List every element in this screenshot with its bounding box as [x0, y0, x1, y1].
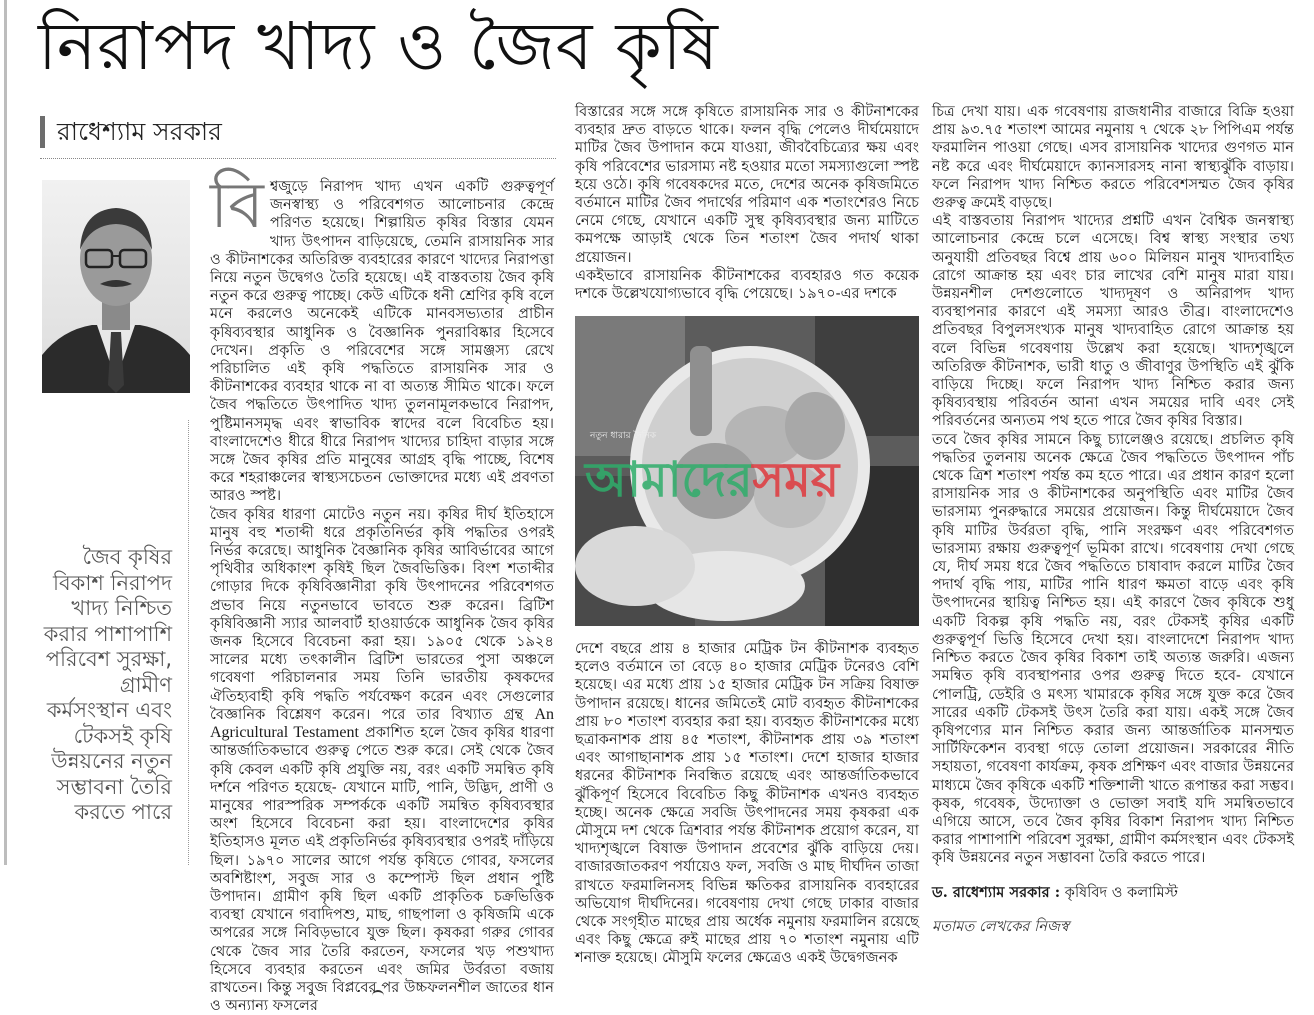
disclaimer: মতামত লেখকের নিজস্ব	[932, 917, 1069, 935]
page-edge-rule	[4, 0, 7, 865]
author-byline	[932, 884, 1294, 902]
article-column-2-top	[575, 103, 919, 303]
article-paragraph	[210, 169, 554, 506]
book-title: An Agricultural Testament	[210, 705, 554, 742]
pull-quote: জৈব কৃষির বিকাশ নিরাপদ খাদ্য নিশ্চিত করার পাশাপাশি পরিবেশ সুরক্ষা, গ্রামীণ কর্মসংস্থান এবং টেকসই কৃষি উন্নয়নের নতুন সম্ভাবনা তৈরি করতে পারে	[43, 545, 172, 824]
drop-cap: বি	[210, 169, 264, 243]
article-paragraph: চিত্র দেখা যায়। এক গবেষণায় রাজধানীর বাজারে বিক্রি হওয়া প্রায় ৯৩.৭৫ শতাংশ আমের নমুনায় ৭ থেকে ২৮ পিপিএম পর্যন্ত ফরমালিন পাওয়া গেছে। এসব রাসায়নিক খাদ্যের গুণগত মান নষ্ট করে এবং দীর্ঘমেয়াদে ক্যানসারসহ নানা স্বাস্থ্যঝুঁকি বাড়ায়। ফলে নিরাপদ খাদ্য নিশ্চিত করতে পরিবেশসম্মত জৈব কৃষির গুরুত্ব ক্রমেই বাড়ছে।	[932, 103, 1294, 212]
paragraph-text: শ্বজুড়ে নিরাপদ খাদ্য এখন একটি গুরুত্বপূর্ণ জনস্বাস্থ্য ও পরিবেশগত আলোচনার কেন্দ্রে পরিণত হয়েছে। শিল্পায়িত কৃষির বিস্তার যেমন খাদ্য উৎপাদন বাড়িয়েছে, তেমনি রাসায়নিক সার ও কীটনাশকের অতিরিক্ত ব্যবহারের কারণে খাদ্যের নিরাপত্তা নিয়ে নতুন উদ্বেগও তৈরি হয়েছে। এই বাস্তবতায় জৈব কৃষি নতুন করে গুরুত্ব পাচ্ছে। কেউ এটিকে ধনী শ্রেণির কৃষি বলে মনে করলেও অনেকেই এটিকে মানবসভ্যতার প্রাচীন কৃষিব্যবস্থার আধুনিক ও বৈজ্ঞানিক পুনরাবিষ্কার হিসেবে দেখেন। প্রকৃতি ও পরিবেশের সঙ্গে সামঞ্জস্য রেখে পরিচালিত এই কৃষি পদ্ধতিতে রাসায়নিক সার ও কীটনাশকের ব্যবহার থাকে না বা অত্যন্ত সীমিত থাকে। ফলে জৈব পদ্ধতিতে উৎপাদিত খাদ্য তুলনামূলকভাবে নিরাপদ, পুষ্টিমানসমৃদ্ধ এবং স্বাভাবিক স্বাদের বলে বিবেচিত হয়। বাংলাদেশেও ধীরে ধীরে নিরাপদ খাদ্যের চাহিদা বাড়ার সঙ্গে সঙ্গে জৈব কৃষির প্রতি মানুষের আগ্রহ বৃদ্ধি পাচ্ছে, বিশেষ করে শহরাঞ্চলের স্বাস্থ্যসচেতন ভোক্তাদের মধ্যে এই প্রবণতা আরও স্পষ্ট।	[210, 178, 554, 505]
paragraph-text: জৈব কৃষির ধারণা মোটেও নতুন নয়। কৃষির দীর্ঘ ইতিহাসে মানুষ বহু শতাব্দী ধরে প্রকৃতিনির্ভর কৃষি পদ্ধতির ওপরই নির্ভর করেছে। আধুনিক বৈজ্ঞানিক কৃষির আবির্ভাবের আগে পৃথিবীর অধিকাংশ কৃষিই ছিল জৈবভিত্তিক। বিংশ শতাব্দীর গোড়ার দিকে কৃষিবিজ্ঞানীরা কৃষি উৎপাদনের পরিবেশগত প্রভাব নিয়ে নতুনভাবে ভাবতে শুরু করেন। ব্রিটিশ কৃষিবিজ্ঞানী স্যার আলবার্ট হাওয়ার্ডকে আধুনিক জৈব কৃষির জনক হিসেবে বিবেচনা করা হয়। ১৯০৫ থেকে ১৯২৪ সালের মধ্যে তৎকালীন ব্রিটিশ ভারতের পুসা অঞ্চলে গবেষণা পরিচালনার সময় তিনি ভারতীয় কৃষকদের ঐতিহ্যবাহী কৃষি পদ্ধতি পর্যবেক্ষণ করেন এবং সেগুলোর বৈজ্ঞানিক বিশ্লেষণ করেন। পরে তার বিখ্যাত গ্রন্থ	[210, 505, 554, 723]
divider	[40, 158, 556, 159]
article-column-1	[210, 169, 555, 1015]
watermark-logo-part2: সময়	[752, 452, 840, 508]
column-divider	[188, 420, 189, 865]
article-paragraph: বিস্তারের সঙ্গে সঙ্গে কৃষিতে রাসায়নিক সার ও কীটনাশকের ব্যবহার দ্রুত বাড়তে থাকে। ফলন বৃদ্ধি পেলেও দীর্ঘমেয়াদে মাটির জৈব উপাদান কমে যাওয়া, জীববৈচিত্র্যের ক্ষয় এবং কৃষি পরিবেশের ভারসাম্য নষ্ট হওয়ার মতো সমস্যাগুলো স্পষ্ট হয়ে ওঠে। কৃষি গবেষকদের মতে, দেশের অনেক কৃষিজমিতে বর্তমানে মাটির জৈব পদার্থের পরিমাণ এক শতাংশেরও নিচে নেমে গেছে, যেখানে একটি সুস্থ কৃষিব্যবস্থার জন্য মাটিতে কমপক্ষে আড়াই থেকে তিন শতাংশ জৈব পদার্থ থাকা প্রয়োজন।	[575, 103, 919, 266]
watermark-logo	[585, 450, 915, 510]
headline: নিরাপদ খাদ্য ও জৈব কৃষি	[38, 8, 719, 85]
article-paragraph: দেশে বছরে প্রায় ৪ হাজার মেট্রিক টন কীটনাশক ব্যবহৃত হলেও বর্তমানে তা বেড়ে ৪০ হাজার মেট্রিক টনেরও বেশি হয়েছে। এর মধ্যে প্রায় ১৫ হাজার মেট্রিক টন সক্রিয় বিষাক্ত উপাদান রয়েছে। ধানের জমিতেই মোট ব্যবহৃত কীটনাশকের প্রায় ৮০ শতাংশ ব্যবহার করা হয়। ব্যবহৃত কীটনাশকের মধ্যে ছত্রাকনাশক প্রায় ৪৫ শতাংশ, কীটনাশক প্রায় ৩৯ শতাংশ এবং আগাছানাশক প্রায় ১৫ শতাংশ। দেশে হাজার হাজার ধরনের কীটনাশক নিবন্ধিত রয়েছে এবং আন্তর্জাতিকভাবে ঝুঁকিপূর্ণ হিসেবে বিবেচিত কিছু কীটনাশক এখনও ব্যবহৃত হচ্ছে। অনেক ক্ষেত্রে সবজি উৎপাদনের সময় কৃষকরা এক মৌসুমে দশ থেকে ত্রিশবার পর্যন্ত কীটনাশক প্রয়োগ করেন, যা খাদ্যশৃঙ্খলে বিষাক্ত উপাদান প্রবেশের ঝুঁকি বাড়িয়ে দেয়। বাজারজাতকরণ পর্যায়েও ফল, সবজি ও মাছ দীর্ঘদিন তাজা রাখতে ফরমালিনসহ বিভিন্ন ক্ষতিকর রাসায়নিক ব্যবহারের অভিযোগ দীর্ঘদিনের। গবেষণায় দেখা গেছে ঢাকার বাজার থেকে সংগৃহীত মাছের প্রায় অর্ধেক নমুনায় ফরমালিন রয়েছে এবং কিছু ক্ষেত্রে রুই মাছের প্রায় ৭০ শতাংশ নমুনায় এটি শনাক্ত হয়েছে। মৌসুমি ফলের ক্ষেত্রেও একই উদ্বেগজনক	[575, 640, 919, 967]
article-paragraph	[210, 506, 554, 1015]
byline-name: ড. রাধেশ্যাম সরকার :	[932, 883, 1061, 901]
article-column-2-bottom	[575, 640, 919, 968]
author-name: রাধেশ্যাম সরকার	[40, 116, 222, 148]
article-paragraph: এই বাস্তবতায় নিরাপদ খাদ্যের প্রশ্নটি এখন বৈশ্বিক জনস্বাস্থ্য আলোচনার কেন্দ্রে চলে এসেছে। বিশ্ব স্বাস্থ্য সংস্থার তথ্য অনুযায়ী প্রতিবছর বিশ্বে প্রায় ৬০০ মিলিয়ন মানুষ খাদ্যবাহিত রোগে আক্রান্ত হয় এবং চার লাখের বেশি মানুষ মারা যায়। উন্নয়নশীল দেশগুলোতে খাদ্যদূষণ ও অনিরাপদ খাদ্য ব্যবস্থাপনার কারণে এই সমস্যা আরও তীব্র। বাংলাদেশেও প্রতিবছর বিপুলসংখ্যক মানুষ খাদ্যবাহিত রোগে আক্রান্ত হয় বলে বিভিন্ন গবেষণায় উল্লেখ করা হয়েছে। খাদ্যশৃঙ্খলে অতিরিক্ত কীটনাশক, ভারী ধাতু ও জীবাণুর উপস্থিতি এই ঝুঁকি বাড়িয়ে দিচ্ছে। ফলে নিরাপদ খাদ্য নিশ্চিত করার জন্য কৃষিব্যবস্থায় পরিবর্তন আনা এখন সময়ের দাবি এবং সেই পরিবর্তনের অন্যতম পথ হতে পারে জৈব কৃষির বিস্তার।	[932, 212, 1294, 430]
article-paragraph: একইভাবে রাসায়নিক কীটনাশকের ব্যবহারও গত কয়েক দশকে উল্লেখযোগ্যভাবে বৃদ্ধি পেয়েছে। ১৯৭০-এর দশকে	[575, 266, 919, 303]
watermark-logo-part1: আমাদের	[585, 452, 753, 508]
paragraph-text: প্রকাশিত হলে জৈব কৃষির ধারণা আন্তর্জাতিকভাবে গুরুত্ব পেতে শুরু করে। সেই থেকে জৈব কৃষি কেবল একটি কৃষি প্রযুক্তি নয়, বরং একটি সমন্বিত কৃষি দর্শনে পরিণত হয়েছে- যেখানে মাটি, পানি, উদ্ভিদ, প্রাণী ও মানুষের পারস্পরিক সম্পর্ককে একটি সমন্বিত কৃষিব্যবস্থার অংশ হিসেবে বিবেচনা করা হয়। বাংলাদেশের কৃষির ইতিহাসও মূলত এই প্রকৃতিনির্ভর কৃষিব্যবস্থার ওপরই দাঁড়িয়ে ছিল। ১৯৭০ সালের আগে পর্যন্ত কৃষিতে গোবর, ফসলের অবশিষ্টাংশ, সবুজ সার ও কম্পোস্ট ছিল প্রধান পুষ্টি উপাদান। গ্রামীণ কৃষি ছিল একটি প্রাকৃতিক চক্রভিত্তিক ব্যবস্থা যেখানে গবাদিপশু, মাছ, গাছপালা ও কৃষিজমি একে অপরের সঙ্গে নিবিড়ভাবে যুক্ত ছিল। কৃষকরা গরুর গোবর থেকে জৈব সার তৈরি করতেন, ফসলের খড় পশুখাদ্য হিসেবে ব্যবহার করতেন এবং জমির উর্বরতা বজায় রাখতেন। কিন্তু সবুজ বিপ্লবের পর উচ্চফলনশীল জাতের ধান ও অন্যান্য ফসলের	[210, 724, 555, 1015]
author-portrait-image	[42, 180, 190, 393]
author-photo	[42, 180, 190, 393]
byline-role: কৃষিবিদ ও কলামিস্ট	[1064, 883, 1179, 901]
watermark-tagline: নতুন ধারার দৈনিক	[590, 431, 656, 441]
page-fold-mark	[372, 990, 384, 996]
article-column-3	[932, 103, 1294, 936]
article-paragraph: তবে জৈব কৃষির সামনে কিছু চ্যালেঞ্জও রয়েছে। প্রচলিত কৃষি পদ্ধতির তুলনায় অনেক ক্ষেত্রে জৈব পদ্ধতিতে উৎপাদন পাঁচ থেকে ত্রিশ শতাংশ পর্যন্ত কম হতে পারে। এর প্রধান কারণ হলো রাসায়নিক সার ও কীটনাশকের অনুপস্থিতি এবং মাটির জৈব ভারসাম্য পুনরুদ্ধারে সময়ের প্রয়োজন। কিন্তু দীর্ঘমেয়াদে জৈব কৃষি মাটির উর্বরতা বৃদ্ধি, পানি সংরক্ষণ এবং পরিবেশগত ভারসাম্য রক্ষায় গুরুত্বপূর্ণ ভূমিকা রাখে। গবেষণায় দেখা গেছে যে, দীর্ঘ সময় ধরে জৈব পদ্ধতিতে চাষাবাদ করলে মাটির জৈব পদার্থ বৃদ্ধি পায়, মাটির পানি ধারণ ক্ষমতা বাড়ে এবং কৃষি উৎপাদনের স্থায়িত্ব নিশ্চিত হয়। এই কারণে জৈব কৃষিকে শুধু একটি বিকল্প কৃষি পদ্ধতি নয়, বরং টেকসই কৃষির একটি গুরুত্বপূর্ণ ভিত্তি হিসেবে দেখা হয়। বাংলাদেশে নিরাপদ খাদ্য নিশ্চিত করতে জৈব কৃষির বিকাশ তাই অত্যন্ত জরুরি। এজন্য সমন্বিত কৃষি ব্যবস্থাপনার ওপর গুরুত্ব দিতে হবে- যেখানে পোলট্রি, ডেইরি ও মৎস্য খামারকে কৃষির সঙ্গে যুক্ত করে জৈব সারের একটি টেকসই উৎস তৈরি করা যায়। একই সঙ্গে জৈব কৃষিপণ্যের মান নিশ্চিত করার জন্য আন্তর্জাতিক মানসম্মত সার্টিফিকেশন ব্যবস্থা গড়ে তোলা প্রয়োজন। সরকারের নীতি সহায়তা, গবেষণা কার্যক্রম, কৃষক প্রশিক্ষণ এবং বাজার উন্নয়নের মাধ্যমে জৈব কৃষিকে একটি শক্তিশালী খাতে রূপান্তর করা সম্ভব। কৃষক, গবেষক, উদ্যোক্তা ও ভোক্তা সবাই যদি সমন্বিতভাবে এগিয়ে আসে, তবে জৈব কৃষির বিকাশ নিরাপদ খাদ্য নিশ্চিত করার পাশাপাশি পরিবেশ সুরক্ষা, গ্রামীণ কর্মসংস্থান এবং টেকসই কৃষি উন্নয়নের নতুন সম্ভাবনা তৈরি করতে পারে।	[932, 430, 1294, 867]
